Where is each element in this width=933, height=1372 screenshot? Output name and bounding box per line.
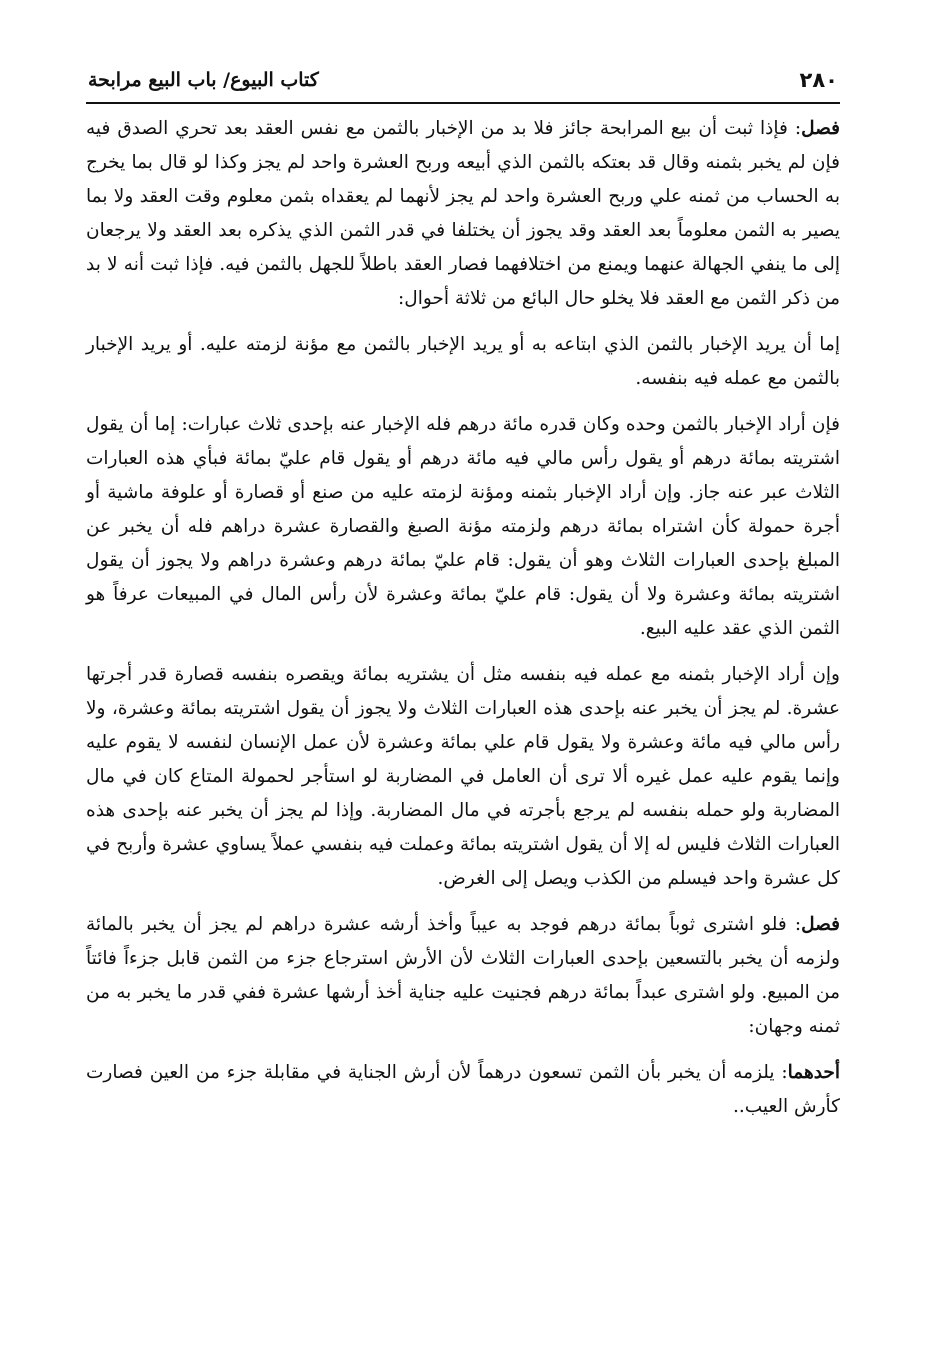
- page-number: ٢٨٠: [799, 68, 838, 92]
- paragraph-text: : فإذا ثبت أن بيع المرابحة جائز فلا بد من الإخبار بالثمن مع نفس العقد بعد تحري الصدق فيه فإن لم يخبر بثمنه وقال قد بعتكه بالثمن الذي أبيعه وربح العشرة واحد لم يجز وكذا لو قال بما يخرج به الحساب من ثمنه علي وربح العشرة واحد لم يجز لأنهما لم يعقداه بثمن معلوم وقت العقد ولا بما يصير به الثمن معلوماً بعد العقد وقد يجوز أن يختلفا في قدر الثمن الذي يذكره بعد العقد ولا يرجعان إلى ما ينفي الجهالة عنهما ويمنع من اختلافهما فصار العقد باطلاً للجهل بالثمن فيه. فإذا ثبت أنه لا بد من ذكر الثمن مع العقد فلا يخلو حال البائع من ثلاثة أحوال:: [86, 118, 840, 309]
- paragraph-1: [86, 112, 840, 316]
- book-page: [86, 58, 840, 1358]
- page-header: [86, 58, 840, 104]
- running-title: كتاب البيوع/ باب البيع مرابحة: [88, 69, 319, 91]
- paragraph-5: [86, 908, 840, 1044]
- paragraph-text: : فلو اشترى ثوباً بمائة درهم فوجد به عيباً وأخذ أرشه عشرة دراهم لم يجز أن يخبر بالمائة ولزمه أن يخبر بالتسعين بإحدى العبارات الثلاث لأن الأرش استرجاع جزء من الثمن قابل جزءاً فائتاً من المبيع. ولو اشترى عبداً بمائة درهم فجنيت عليه جناية أخذ أرشها عشرة ففي قدر ما يخبر به من ثمنه وجهان:: [86, 914, 840, 1037]
- paragraph-text: : يلزمه أن يخبر بأن الثمن تسعون درهماً لأن أرش الجناية في مقابلة جزء من العين فصارت كأرش العيب..: [86, 1062, 840, 1117]
- paragraph-text: فإن أراد الإخبار بالثمن وحده وكان قدره مائة درهم فله الإخبار عنه بإحدى ثلاث عبارات: إما أن يقول اشتريته بمائة درهم أو يقول رأس مالي فيه مائة درهم أو يقول قام عليّ بمائة فبأي هذه العبارات الثلاث عبر عنه جاز. وإن أراد الإخبار بثمنه ومؤنة لزمته عليه من صنع أو قصارة أو علوفة ماشية أو أجرة حمولة كأن اشتراه بمائة درهم ولزمته مؤنة الصبغ والقصارة عشرة دراهم فله أن يخبر عن المبلغ بإحدى العبارات الثلاث وهو أن يقول: قام عليّ بمائة درهم وعشرة دراهم ولا يجوز أن يقول اشتريته بمائة وعشرة ولا أن يقول: قام عليّ بمائة وعشرة لأن رأس المال في المبيعات عرفاً هو الثمن الذي عقد عليه البيع.: [86, 414, 840, 639]
- paragraph-lead: فصل: [801, 914, 840, 935]
- paragraph-6: [86, 1056, 840, 1124]
- body-text: [86, 112, 840, 1136]
- paragraph-text: وإن أراد الإخبار بثمنه مع عمله فيه بنفسه مثل أن يشتريه بمائة ويقصره بنفسه قصارة قدر أجرتها عشرة. لم يجز أن يخبر عنه بإحدى هذه العبارات الثلاث ولا يجوز أن يقول اشتريته بمائة وعشرة، ولا رأس مالي فيه مائة وعشرة ولا يقول قام علي بمائة وعشرة لأن عمل الإنسان لنفسه لا يقوم عليه وإنما يقوم عليه عمل غيره ألا ترى أن العامل في المضاربة لو استأجر لحمولة المتاع كان في مال المضاربة ولو حمله بنفسه لم يرجع بأجرته في مال المضاربة. وإذا لم يجز أن يخبر عنه بإحدى هذه العبارات الثلاث فليس له إلا أن يقول اشتريته بمائة وعملت فيه بنفسي عملاً يساوي عشرة وأربح في كل عشرة واحد فيسلم من الكذب ويصل إلى الغرض.: [86, 664, 840, 889]
- paragraph-4: [86, 658, 840, 896]
- paragraph-3: [86, 408, 840, 646]
- paragraph-lead: فصل: [801, 118, 840, 139]
- paragraph-2: [86, 328, 840, 396]
- paragraph-text: إما أن يريد الإخبار بالثمن الذي ابتاعه به أو يريد الإخبار بالثمن مع مؤنة لزمته عليه. أو يريد الإخبار بالثمن مع عمله فيه بنفسه.: [86, 334, 840, 389]
- paragraph-lead: أحدهما: [787, 1062, 840, 1083]
